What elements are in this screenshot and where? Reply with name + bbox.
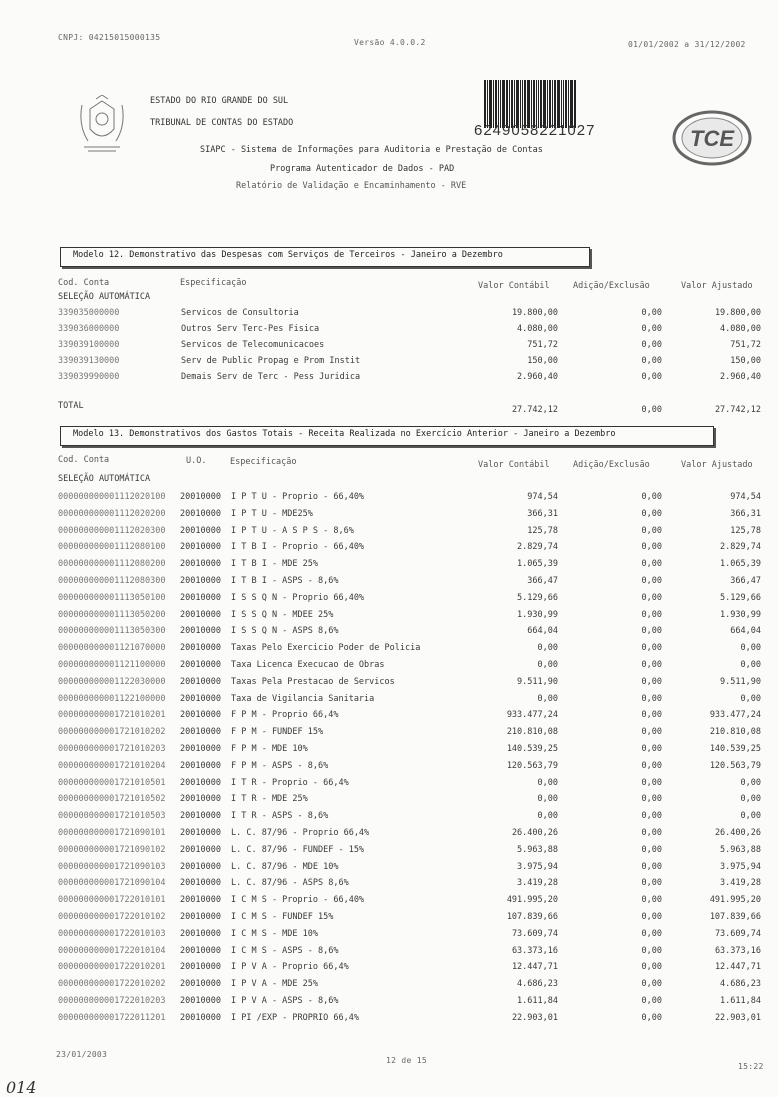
cell-code: 000000000001113050300 <box>58 626 166 637</box>
cell-spec: I S S Q N - ASPS 8,6% <box>231 626 339 637</box>
cell-contabil: 3.419,28 <box>517 878 558 889</box>
period: 01/01/2002 a 31/12/2002 <box>628 40 746 49</box>
cell-ajustado: 751,72 <box>730 340 761 350</box>
cell-ajustado: 491.995,20 <box>709 895 761 906</box>
barcode-number: 6249058221027 <box>474 122 596 139</box>
cell-contabil: 150,00 <box>527 356 558 366</box>
cell-code: 000000000001121100000 <box>58 660 166 670</box>
cell-ajustado: 107.839,66 <box>709 912 761 922</box>
table-row <box>0 895 778 912</box>
cell-spec: I T B I - MDE 25% <box>231 559 318 570</box>
cell-adicao: 0,00 <box>641 744 662 754</box>
cell-code: 000000000001122030000 <box>58 676 166 687</box>
table-row <box>0 744 778 761</box>
cell-uo: 20010000 <box>180 895 221 906</box>
cell-uo: 20010000 <box>180 760 221 771</box>
cell-contabil: 140.539,25 <box>506 744 558 754</box>
cell-uo: 20010000 <box>180 777 221 788</box>
table-row <box>0 559 778 576</box>
cell-uo: 20010000 <box>180 811 221 822</box>
cell-spec: Servicos de Telecomunicacoes <box>181 340 325 350</box>
cell-ajustado: 0,00 <box>740 811 761 822</box>
cell-adicao: 0,00 <box>641 1012 662 1023</box>
cell-ajustado: 4.686,23 <box>720 979 761 990</box>
cell-adicao: 0,00 <box>641 979 662 990</box>
table-row <box>0 862 778 879</box>
cell-spec: I C M S - FUNDEF 15% <box>231 912 334 922</box>
cell-adicao: 0,00 <box>641 542 662 553</box>
cell-uo: 20010000 <box>180 576 221 586</box>
m13-col-code: Cod. Conta <box>58 455 110 465</box>
cell-adicao: 0,00 <box>641 727 662 738</box>
cell-spec: L. C. 87/96 - ASPS 8,6% <box>231 878 349 889</box>
cell-contabil: 664,04 <box>527 626 558 637</box>
cell-uo: 20010000 <box>180 508 221 519</box>
cell-contabil: 22.903,01 <box>511 1012 558 1023</box>
cell-code: 000000000001722010202 <box>58 979 166 990</box>
table-row <box>0 356 778 373</box>
cell-code: 339039130000 <box>58 356 120 366</box>
m12-total-label: TOTAL <box>58 401 84 411</box>
cell-code: 339039990000 <box>58 372 120 382</box>
table-row <box>0 610 778 627</box>
cell-uo: 20010000 <box>180 878 221 889</box>
table-row <box>0 643 778 660</box>
cell-code: 000000000001721010503 <box>58 811 166 822</box>
cell-uo: 20010000 <box>180 660 221 670</box>
table-row <box>0 710 778 727</box>
cell-spec: I P T U - A S P S - 8,6% <box>231 525 354 536</box>
cell-adicao: 0,00 <box>641 962 662 973</box>
cell-code: 000000000001112080200 <box>58 559 166 570</box>
cell-adicao: 0,00 <box>641 559 662 570</box>
cell-code: 339036000000 <box>58 324 120 334</box>
table-row <box>0 778 778 795</box>
table-row <box>0 727 778 744</box>
cell-uo: 20010000 <box>180 744 221 754</box>
cell-uo: 20010000 <box>180 693 221 704</box>
cell-contabil: 5.129,66 <box>517 592 558 603</box>
cell-spec: I S S Q N - MDEE 25% <box>231 609 334 620</box>
cell-contabil: 5.963,88 <box>517 844 558 855</box>
m12-col-ajustado: Valor Ajustado <box>681 281 753 291</box>
cell-contabil: 2.960,40 <box>517 372 558 382</box>
cell-adicao: 0,00 <box>641 912 662 922</box>
cell-adicao: 0,00 <box>641 508 662 519</box>
cell-adicao: 0,00 <box>641 676 662 687</box>
cell-ajustado: 0,00 <box>740 660 761 670</box>
cell-adicao: 0,00 <box>641 609 662 620</box>
table-row <box>0 626 778 643</box>
table-row <box>0 828 778 845</box>
cell-uo: 20010000 <box>180 542 221 553</box>
cell-uo: 20010000 <box>180 945 221 956</box>
m12-col-adicao: Adição/Exclusão <box>573 281 650 291</box>
table-row <box>0 340 778 357</box>
cell-code: 000000000001722010103 <box>58 928 166 939</box>
cell-contabil: 125,78 <box>527 525 558 536</box>
cell-spec: I T B I - Proprio - 66,40% <box>231 542 365 553</box>
cell-ajustado: 120.563,79 <box>709 760 761 771</box>
cell-spec: I C M S - ASPS - 8,6% <box>231 945 339 956</box>
table-row <box>0 929 778 946</box>
cell-contabil: 974,54 <box>527 492 558 502</box>
cell-contabil: 4.686,23 <box>517 979 558 990</box>
cell-adicao: 0,00 <box>641 660 662 670</box>
cell-uo: 20010000 <box>180 609 221 620</box>
cell-ajustado: 73.609,74 <box>714 928 761 939</box>
cell-code: 000000000001722010102 <box>58 912 166 922</box>
cell-spec: I T B I - ASPS - 8,6% <box>231 576 339 586</box>
cell-adicao: 0,00 <box>641 760 662 771</box>
cell-adicao: 0,00 <box>641 996 662 1006</box>
cell-adicao: 0,00 <box>641 576 662 586</box>
cell-contabil: 0,00 <box>537 660 558 670</box>
cell-ajustado: 150,00 <box>730 356 761 366</box>
footer-page: 12 de 15 <box>386 1056 427 1065</box>
table-row <box>0 324 778 341</box>
cell-contabil: 751,72 <box>527 340 558 350</box>
cell-code: 000000000001112080300 <box>58 576 166 586</box>
cell-adicao: 0,00 <box>641 878 662 889</box>
cell-contabil: 1.611,84 <box>517 996 558 1006</box>
cell-adicao: 0,00 <box>641 861 662 872</box>
cell-uo: 20010000 <box>180 794 221 805</box>
cell-ajustado: 125,78 <box>730 525 761 536</box>
cell-code: 000000000001721010201 <box>58 710 166 721</box>
cell-adicao: 0,00 <box>641 777 662 788</box>
table-row <box>0 811 778 828</box>
table-row <box>0 794 778 811</box>
cell-spec: I T R - MDE 25% <box>231 794 308 805</box>
cell-contabil: 3.975,94 <box>517 861 558 872</box>
cell-uo: 20010000 <box>180 979 221 990</box>
table-row <box>0 660 778 677</box>
cell-contabil: 491.995,20 <box>506 895 558 906</box>
m12-total-adicao: 0,00 <box>641 405 662 415</box>
cell-contabil: 107.839,66 <box>506 912 558 922</box>
cnpj: CNPJ: 04215015000135 <box>58 33 161 42</box>
table-row <box>0 372 778 389</box>
table-row <box>0 576 778 593</box>
cell-ajustado: 974,54 <box>730 492 761 502</box>
tce-logo-icon <box>670 108 754 168</box>
table-row <box>0 308 778 325</box>
cell-spec: I S S Q N - Proprio 66,40% <box>231 592 365 603</box>
cell-code: 000000000001721010203 <box>58 744 166 754</box>
cell-contabil: 210.810,08 <box>506 727 558 738</box>
cell-uo: 20010000 <box>180 912 221 922</box>
cell-code: 339039100000 <box>58 340 120 350</box>
cell-contabil: 9.511,90 <box>517 676 558 687</box>
tribunal-name: TRIBUNAL DE CONTAS DO ESTADO <box>150 118 294 128</box>
cell-ajustado: 63.373,16 <box>714 945 761 956</box>
cell-spec: I PI /EXP - PROPRIO 66,4% <box>231 1012 359 1023</box>
cell-code: 000000000001112020100 <box>58 492 166 502</box>
cell-code: 000000000001722010203 <box>58 996 166 1006</box>
cell-contabil: 73.609,74 <box>511 928 558 939</box>
cell-contabil: 120.563,79 <box>506 760 558 771</box>
table-row <box>0 845 778 862</box>
table-row <box>0 492 778 509</box>
cell-spec: Taxas Pela Prestacao de Servicos <box>231 676 395 687</box>
cell-code: 000000000001722011201 <box>58 1012 166 1023</box>
cell-spec: Serv de Public Propag e Prom Instit <box>181 356 361 366</box>
m12-selection: SELEÇÃO AUTOMÁTICA <box>58 292 151 302</box>
cell-spec: F P M - FUNDEF 15% <box>231 727 324 738</box>
cell-code: 000000000001721090102 <box>58 844 166 855</box>
cell-ajustado: 933.477,24 <box>709 710 761 721</box>
cell-adicao: 0,00 <box>641 372 662 382</box>
cell-adicao: 0,00 <box>641 710 662 721</box>
cell-ajustado: 2.960,40 <box>720 372 761 382</box>
cell-adicao: 0,00 <box>641 945 662 956</box>
cell-adicao: 0,00 <box>641 492 662 502</box>
cell-ajustado: 3.419,28 <box>720 878 761 889</box>
cell-spec: Outros Serv Terc-Pes Fisica <box>181 324 320 334</box>
cell-uo: 20010000 <box>180 492 221 502</box>
cell-contabil: 366,47 <box>527 576 558 586</box>
cell-code: 000000000001721090101 <box>58 828 166 838</box>
cell-code: 000000000001721010204 <box>58 760 166 771</box>
cell-adicao: 0,00 <box>641 324 662 334</box>
table-row <box>0 526 778 543</box>
m12-col-contabil: Valor Contábil <box>478 281 550 291</box>
m13-selection: SELEÇÃO AUTOMÁTICA <box>58 474 151 484</box>
cell-ajustado: 5.129,66 <box>720 592 761 603</box>
cell-spec: I C M S - Proprio - 66,40% <box>231 895 365 906</box>
m13-col-spec: Especificação <box>230 457 297 467</box>
cell-adicao: 0,00 <box>641 895 662 906</box>
cell-code: 000000000001112080100 <box>58 542 166 553</box>
m12-total-ajustado: 27.742,12 <box>714 405 761 415</box>
cell-ajustado: 366,47 <box>730 576 761 586</box>
cell-contabil: 26.400,26 <box>511 828 558 838</box>
m13-col-contabil: Valor Contábil <box>478 460 550 470</box>
cell-uo: 20010000 <box>180 559 221 570</box>
cell-spec: L. C. 87/96 - FUNDEF - 15% <box>231 844 365 855</box>
cell-code: 000000000001722010101 <box>58 895 166 906</box>
cell-ajustado: 3.975,94 <box>720 861 761 872</box>
m13-col-ajustado: Valor Ajustado <box>681 460 753 470</box>
cell-contabil: 1.065,39 <box>517 559 558 570</box>
m13-col-uo: U.O. <box>186 456 207 466</box>
table-row <box>0 979 778 996</box>
cell-ajustado: 366,31 <box>730 508 761 519</box>
cell-adicao: 0,00 <box>641 626 662 637</box>
cell-uo: 20010000 <box>180 592 221 603</box>
cell-adicao: 0,00 <box>641 828 662 838</box>
cell-uo: 20010000 <box>180 844 221 855</box>
cell-ajustado: 22.903,01 <box>714 1012 761 1023</box>
footer-time: 15:22 <box>738 1062 764 1071</box>
m12-total-contabil: 27.742,12 <box>511 405 558 415</box>
table-row <box>0 677 778 694</box>
cell-ajustado: 0,00 <box>740 693 761 704</box>
table-row <box>0 542 778 559</box>
cell-code: 000000000001722010201 <box>58 962 166 973</box>
cell-spec: Servicos de Consultoria <box>181 308 299 318</box>
cell-ajustado: 1.611,84 <box>720 996 761 1006</box>
cell-spec: L. C. 87/96 - MDE 10% <box>231 861 339 872</box>
cell-contabil: 0,00 <box>537 693 558 704</box>
coat-of-arms-icon <box>74 95 130 155</box>
cell-spec: I C M S - MDE 10% <box>231 928 318 939</box>
cell-adicao: 0,00 <box>641 356 662 366</box>
cell-spec: Taxa de Vigilancia Sanitaria <box>231 693 375 704</box>
cell-uo: 20010000 <box>180 676 221 687</box>
cell-uo: 20010000 <box>180 525 221 536</box>
cell-code: 000000000001112020300 <box>58 525 166 536</box>
cell-code: 000000000001722010104 <box>58 945 166 956</box>
cell-uo: 20010000 <box>180 962 221 973</box>
cell-spec: I P T U - MDE25% <box>231 508 313 519</box>
cell-adicao: 0,00 <box>641 340 662 350</box>
table-row <box>0 1013 778 1030</box>
table-row <box>0 761 778 778</box>
cell-code: 000000000001122100000 <box>58 693 166 704</box>
cell-ajustado: 0,00 <box>740 794 761 805</box>
cell-adicao: 0,00 <box>641 643 662 654</box>
table-row <box>0 996 778 1013</box>
cell-ajustado: 2.829,74 <box>720 542 761 553</box>
cell-spec: L. C. 87/96 - Proprio 66,4% <box>231 828 370 838</box>
report-title: Relatório de Validação e Encaminhamento - RVE <box>236 181 467 191</box>
cell-contabil: 0,00 <box>537 811 558 822</box>
cell-uo: 20010000 <box>180 861 221 872</box>
cell-contabil: 933.477,24 <box>506 710 558 721</box>
cell-contabil: 2.829,74 <box>517 542 558 553</box>
cell-spec: I P V A - MDE 25% <box>231 979 318 990</box>
footer-date: 23/01/2003 <box>56 1050 108 1059</box>
cell-ajustado: 664,04 <box>730 626 761 637</box>
cell-code: 000000000001721010202 <box>58 727 166 738</box>
cell-ajustado: 19.800,00 <box>714 308 761 318</box>
cell-spec: I T R - Proprio - 66,4% <box>231 777 349 788</box>
table-row <box>0 946 778 963</box>
cell-contabil: 0,00 <box>537 794 558 805</box>
cell-ajustado: 1.930,99 <box>720 609 761 620</box>
cell-contabil: 4.080,00 <box>517 324 558 334</box>
cell-adicao: 0,00 <box>641 525 662 536</box>
cell-adicao: 0,00 <box>641 693 662 704</box>
cell-ajustado: 1.065,39 <box>720 559 761 570</box>
cell-ajustado: 12.447,71 <box>714 962 761 973</box>
m13-col-adicao: Adição/Exclusão <box>573 460 650 470</box>
cell-uo: 20010000 <box>180 828 221 838</box>
cell-code: 000000000001113050200 <box>58 609 166 620</box>
table-row <box>0 509 778 526</box>
cell-spec: Taxas Pelo Exercicio Poder de Policia <box>231 643 421 654</box>
tce-logo-text: TCE <box>690 126 734 151</box>
cell-code: 000000000001721010502 <box>58 794 166 805</box>
cell-ajustado: 5.963,88 <box>720 844 761 855</box>
cell-contabil: 1.930,99 <box>517 609 558 620</box>
cell-spec: Demais Serv de Terc - Pess Juridica <box>181 372 361 382</box>
cell-contabil: 12.447,71 <box>511 962 558 973</box>
cell-spec: I T R - ASPS - 8,6% <box>231 811 329 822</box>
cell-uo: 20010000 <box>180 996 221 1006</box>
cell-adicao: 0,00 <box>641 794 662 805</box>
modelo13-title: Modelo 13. Demonstrativos dos Gastos Totais - Receita Realizada no Exercício Anterior - Janeiro a Dezembro <box>60 426 714 446</box>
cell-contabil: 63.373,16 <box>511 945 558 956</box>
cell-uo: 20010000 <box>180 928 221 939</box>
cell-spec: I P V A - ASPS - 8,6% <box>231 996 339 1006</box>
state-name: ESTADO DO RIO GRANDE DO SUL <box>150 96 289 106</box>
cell-spec: Taxa Licenca Execucao de Obras <box>231 660 385 670</box>
cell-contabil: 19.800,00 <box>511 308 558 318</box>
cell-ajustado: 0,00 <box>740 777 761 788</box>
cell-ajustado: 26.400,26 <box>714 828 761 838</box>
cell-code: 000000000001113050100 <box>58 592 166 603</box>
cell-code: 000000000001721010501 <box>58 777 166 788</box>
table-row <box>0 694 778 711</box>
cell-code: 000000000001112020200 <box>58 508 166 519</box>
cell-uo: 20010000 <box>180 643 221 654</box>
program-title: Programa Autenticador de Dados - PAD <box>270 164 455 174</box>
cell-ajustado: 4.080,00 <box>720 324 761 334</box>
m12-col-code: Cod. Conta <box>58 278 110 288</box>
cell-spec: F P M - MDE 10% <box>231 744 308 754</box>
cell-ajustado: 0,00 <box>740 643 761 654</box>
cell-ajustado: 9.511,90 <box>720 676 761 687</box>
cell-ajustado: 210.810,08 <box>709 727 761 738</box>
cell-code: 339035000000 <box>58 308 120 318</box>
cell-uo: 20010000 <box>180 626 221 637</box>
cell-adicao: 0,00 <box>641 844 662 855</box>
cell-spec: I P T U - Proprio - 66,40% <box>231 492 365 502</box>
cell-adicao: 0,00 <box>641 308 662 318</box>
cell-contabil: 0,00 <box>537 777 558 788</box>
cell-spec: F P M - ASPS - 8,6% <box>231 760 329 771</box>
cell-adicao: 0,00 <box>641 592 662 603</box>
modelo12-title: Modelo 12. Demonstrativo das Despesas com Serviços de Terceiros - Janeiro a Dezembro <box>60 247 590 267</box>
cell-adicao: 0,00 <box>641 811 662 822</box>
version: Versão 4.0.0.2 <box>354 38 426 47</box>
cell-code: 000000000001121070000 <box>58 643 166 654</box>
cell-ajustado: 140.539,25 <box>709 744 761 754</box>
handwritten-page-mark: 014 <box>6 1078 37 1097</box>
table-row <box>0 593 778 610</box>
table-row <box>0 878 778 895</box>
cell-uo: 20010000 <box>180 1012 221 1023</box>
cell-uo: 20010000 <box>180 710 221 721</box>
cell-contabil: 0,00 <box>537 643 558 654</box>
system-title: SIAPC - Sistema de Informações para Auditoria e Prestação de Contas <box>200 145 543 155</box>
barcode <box>484 80 612 128</box>
table-row <box>0 962 778 979</box>
table-row <box>0 912 778 929</box>
m12-col-spec: Especificação <box>180 278 247 288</box>
cell-code: 000000000001721090103 <box>58 861 166 872</box>
cell-uo: 20010000 <box>180 727 221 738</box>
cell-spec: I P V A - Proprio 66,4% <box>231 962 349 973</box>
cell-contabil: 366,31 <box>527 508 558 519</box>
cell-code: 000000000001721090104 <box>58 878 166 889</box>
cell-adicao: 0,00 <box>641 928 662 939</box>
cell-spec: F P M - Proprio 66,4% <box>231 710 339 721</box>
